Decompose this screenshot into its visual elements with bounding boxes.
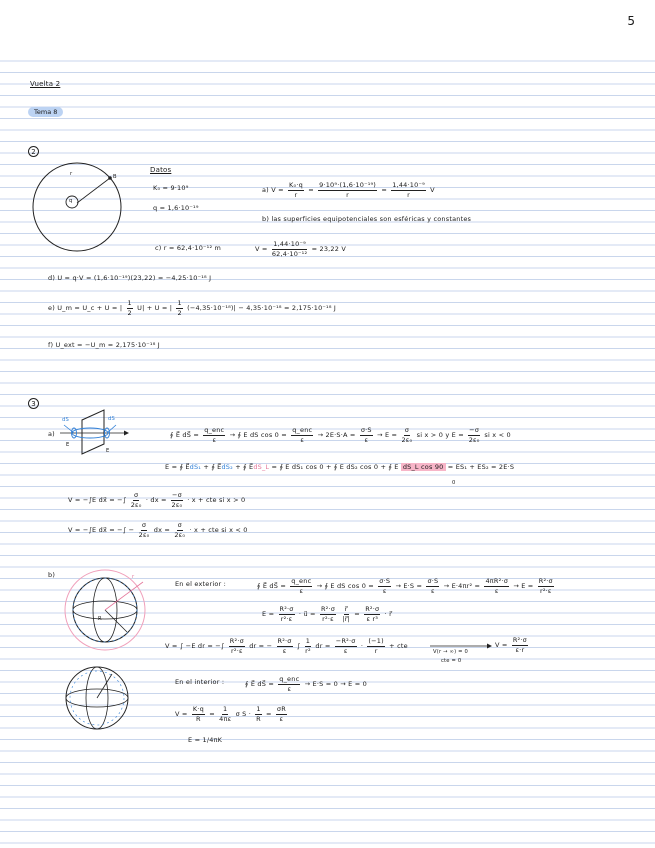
fig3a-E1: E — [66, 442, 70, 448]
p2-part-d: d) U = q·V = (1,6·10⁻¹⁹)(23,22) = −4,25·10⁻¹⁸ J — [48, 274, 212, 282]
heading: Vuelta 2 — [30, 80, 61, 88]
fig3a-E2: E — [106, 448, 110, 454]
p3b-cte-condition: cte = 0 — [441, 658, 462, 664]
fig3a-ds1: dS — [62, 417, 69, 423]
datos-k0: K₀ = 9·10⁹ — [153, 184, 189, 192]
p2-part-c-r: c) r = 62,4·10⁻¹² m — [155, 244, 222, 252]
problem-3b-sphere-exterior — [55, 568, 155, 652]
p3b-exterior-label: En el exterior : — [175, 580, 227, 588]
fig2-label-B: B — [113, 174, 117, 180]
p3b-last-line: E = 1/4πK — [188, 736, 223, 744]
p3b-interior-gauss: ∮ E⃗ dS⃗ = $\frac{\text{q\_enc}}{\varepsilon}$ → E·S = 0 → E = 0 — [245, 675, 367, 693]
problem-2-number: 2 — [28, 146, 39, 157]
p3a-V-positive: V = −∫E dx⃗ = −∫ $\frac{\sigma}{\text{2ε₀}}$ · dx = $\frac{-\sigma}{\text{2ε₀}}$ · x + cte si x > 0 — [68, 491, 246, 509]
p3b-exterior-result: V = $\frac{\text{R²·σ}}{\varepsilon\cdot r}$ — [495, 636, 527, 654]
datos-title: Datos — [150, 166, 172, 174]
page-number: 5 — [627, 14, 635, 28]
problem-3-number: 3 — [28, 398, 39, 409]
p3b-exterior-vector: E = $\frac{\text{R²·σ}}{\text{r²·ε}}$ · u⃗ = $\frac{\text{R²·σ}}{\text{r²·ε}}$ $\frac{r⃗}{|r⃗|}$ = $\frac{\text{R²·σ}}{\text{ε r³}}$ · r⃗ — [262, 605, 393, 623]
problem-3b-sphere-interior — [62, 664, 132, 732]
fig2-label-r: r — [70, 171, 73, 177]
p3-part-b-label: b) — [48, 571, 56, 579]
fig3a-ds2: dS — [108, 416, 115, 422]
p3a-V-negative: V = −∫E dx⃗ = −∫ − $\frac{\sigma}{\text{2ε₀}}$ dx = $\frac{\sigma}{\text{2ε₀}}$ · x + cte si x < 0 — [68, 521, 248, 539]
p2-part-c-V: V = $\frac{\text{1,44·10⁻⁹}}{\text{62,4·10⁻¹²}}$ = 23,22 V — [255, 240, 347, 258]
datos-q: q = 1,6·10⁻¹⁹ — [153, 204, 199, 212]
p2-part-a: a) V = $\frac{\text{K₀·q}}{r}$ = $\frac{\text{9·10⁹·(1,6·10⁻¹⁹)}}{r}$ = $\frac{\text{1,44·10⁻⁹}}{r}$ V — [262, 181, 435, 199]
p3b-interior-potential: V = $\frac{K\cdot q}{R}$ = $\frac{1}{4\pi\varepsilon}$ σ S · $\frac{1}{R}$ = $\frac{\sigma R}{\varepsilon}$ — [175, 705, 286, 723]
fig3b-R-label: R — [98, 616, 102, 622]
fig2-label-q: q — [69, 198, 73, 204]
p3a-gauss-line: ∮ E⃗ dS⃗ = $\frac{\text{q\_enc}}{\varepsilon}$ → ∮ E dS cos 0 = $\frac{\text{q\_enc}}{\varepsilon}$ → 2E·S·A = $\frac{\sigma\cdot S}{\varepsilon}$ → E = $\frac{\sigma}{\text{2ε₀}}$ si x > 0 y E = $\frac{-\sigma}{\text{2ε₀}}$ si x < 0 — [170, 426, 511, 444]
fig3b-r-label: r — [132, 574, 135, 580]
page-top-margin — [0, 0, 655, 56]
p2-part-b: b) las superficies equipotenciales son esféricas y constantes — [262, 215, 472, 223]
p2-part-e: e) U_m = U_c + U = | $\frac{1}{2}$ U| + U = | $\frac{1}{2}$ (−4,35·10⁻¹⁸)| − 4,35·10⁻¹⁸ = 2,175·10⁻¹⁸ J — [48, 299, 337, 317]
p3-part-a-label: a) — [48, 430, 55, 438]
p3b-exterior-gauss: ∮ E⃗ dS⃗ = $\frac{\text{q\_enc}}{\varepsilon}$ → ∮ E dS cos 0 = $\frac{\sigma\cdot S}{\varepsilon}$ → E·S = $\frac{\sigma\cdot S}{\varepsilon}$ → E·4πr² = $\frac{\text{4πR²·σ}}{\varepsilon}$ → E = $\frac{\text{R²·σ}}{\text{r²·ε}}$ — [257, 577, 553, 595]
p3b-exterior-potential: V = ∫ −E dr = −∫ $\frac{\text{R²·σ}}{\text{r²·ε}}$ dr = − $\frac{\text{R²·σ}}{\varepsilon}$ ∫ $\frac{1}{\text{r²}}$ dr = $\frac{\text{−R²·σ}}{\varepsilon}$ · $\frac{(-1)}{r}$ + cte — [165, 637, 408, 655]
topic-badge: Tema 8 — [28, 107, 63, 117]
problem-3a-figure — [60, 408, 130, 458]
p2-part-f: f) U_ext = −U_m = 2,175·10⁻¹⁸ J — [48, 341, 160, 349]
p3a-sum-zero: 0 — [452, 480, 456, 486]
p3a-sum-line: E = ∮ E⃗dS₁ + ∮ E⃗dS₂ + ∮ E⃗dS_L = ∮ E dS₁ cos 0 + ∮ E dS₂ cos 0 + ∮ E dS_L cos 90 = ES₁ + ES₂ = 2E·S — [165, 463, 515, 471]
p3b-V-condition: V(r → ∞) = 0 — [433, 649, 469, 655]
p3b-interior-label: En el interior : — [175, 678, 225, 686]
